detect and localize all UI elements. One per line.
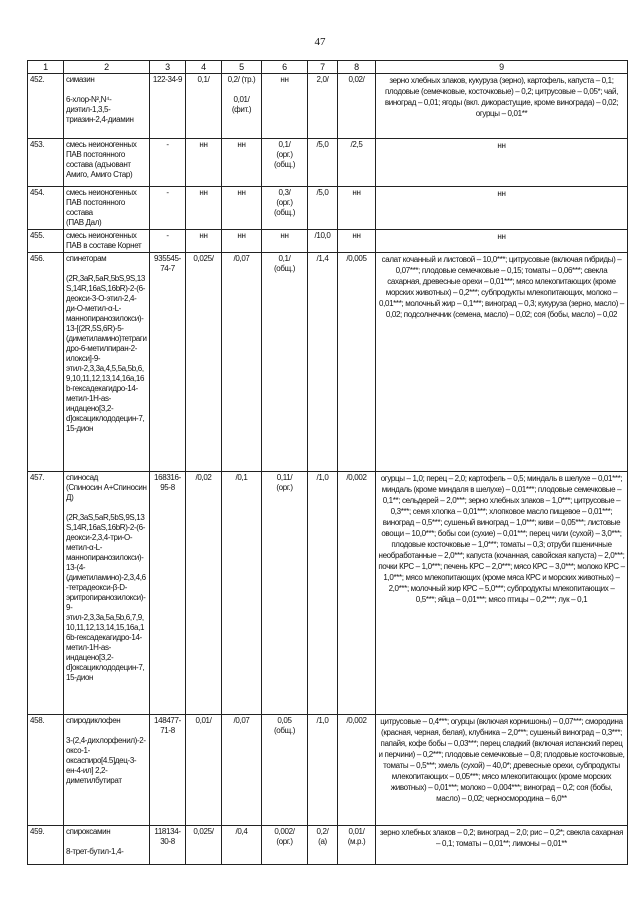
- table-row: [28, 826, 628, 865]
- table-row: [28, 74, 628, 139]
- residue-limits: нн: [376, 139, 628, 187]
- cell-col6: 0,05 (общ.): [262, 715, 308, 826]
- row-number: 452.: [28, 74, 64, 139]
- cell-col4: нн: [186, 187, 222, 230]
- cell-col6: 0,1/ (общ.): [262, 253, 308, 472]
- cell-col5: нн: [222, 230, 262, 253]
- cas-number: 168316-95-8: [150, 472, 186, 715]
- col-header: 9: [376, 61, 628, 74]
- residue-limits: цитрусовые – 0,4***; огурцы (включая корнишоны) – 0,07***; смородина (красная, черная, белая), клубника – 2,0***; сушеный виноград – 0,3***; папайя, кофе бобы – 0,03***; перец сладкий (включая испанский перец и перчини) – 0,2***; плодовые семечковые – 0,8; плодовые косточковые, томаты – 0,5***; хмель (сухой) – 40,0*; древесные орехи, субпродукты млекопитающих – 0,05***; мясо млекопитающих (кроме морских животных) – 0,01***; молоко – 0,004***; виноград – 0,2; соя (бобы, масло) – 0,02; черносмородина – 6,0**: [376, 715, 628, 826]
- col-header: 7: [308, 61, 338, 74]
- cas-number: 935545-74-7: [150, 253, 186, 472]
- cell-col7: /1,4: [308, 253, 338, 472]
- substance-name: спиносад (Спиносин А+Спиносин Д) (2R,3aS,5aR,5bS,9S,13S,14R,16aS,16bR)-2-(6-деокси-2,3,4-три-O-метил-α-L-маннопиранозилокси)-13-(4-(диметиламино)-2,3,4,6-тетрадеокси-β-D-эритропиранозилокси)-9-этил-2,3,3a,5a,5b,6,7,9,10,11,12,13,14,15,16a,16b-гексадекагидро-14-метил-1H-as-индацено[3,2-d]оксациклододецин-7,15-дион: [64, 472, 150, 715]
- cell-col6: 0,1/ (орг.) (общ.): [262, 139, 308, 187]
- table-row: [28, 187, 628, 230]
- cas-number: -: [150, 139, 186, 187]
- col-header: 6: [262, 61, 308, 74]
- cell-col8: /0,002: [338, 472, 376, 715]
- substance-name: спинеторам (2R,3aR,5aR,5bS,9S,13S,14R,16aS,16bR)-2-(6-деокси-3-O-этил-2,4-ди-O-метил-α-L-маннопиранозилокси)-13-[(2R,5S,6R)-5-(диметиламино)тетрагидро-6-метилпиран-2-илокси]-9-этил-2,3,3a,4,5,5a,5b,6,9,10,11,12,13,14,16a,16b-гексадекагидро-14-метил-1H-as-индацено[3,2-d]оксациклододецин-7,15-дион: [64, 253, 150, 472]
- cell-col4: 0,1/: [186, 74, 222, 139]
- cas-number: -: [150, 230, 186, 253]
- cell-col5: нн: [222, 139, 262, 187]
- table-row: [28, 472, 628, 715]
- cas-number: 122-34-9: [150, 74, 186, 139]
- col-header: 3: [150, 61, 186, 74]
- cell-col7: /1,0: [308, 472, 338, 715]
- cell-col6: 0,3/ (орг.) (общ.): [262, 187, 308, 230]
- cell-col7: 0,2/ (а): [308, 826, 338, 865]
- substance-name: симазин 6-хлор-N²,N⁴-диэтил-1,3,5-триазин-2,4-диамин: [64, 74, 150, 139]
- substance-name: смесь неионогенных ПАВ постоянного состава (ПАВ Дал): [64, 187, 150, 230]
- cell-col7: /10,0: [308, 230, 338, 253]
- row-number: 458.: [28, 715, 64, 826]
- cell-col8: 0,02/: [338, 74, 376, 139]
- col-header: 5: [222, 61, 262, 74]
- cell-col5: 0,2/ (тр.) 0,01/ (фит.): [222, 74, 262, 139]
- cell-col7: 2,0/: [308, 74, 338, 139]
- cell-col8: нн: [338, 230, 376, 253]
- residue-limits: зерно хлебных злаков – 0,2; виноград – 2,0; рис – 0,2*; свекла сахарная – 0,1; томаты – 0,01**; лимоны – 0,01**: [376, 826, 628, 865]
- cell-col5: /0,07: [222, 253, 262, 472]
- cell-col6: 0,002/ (орг.): [262, 826, 308, 865]
- cas-number: 148477-71-8: [150, 715, 186, 826]
- cell-col4: 0,01/: [186, 715, 222, 826]
- row-number: 454.: [28, 187, 64, 230]
- regulation-table: [27, 60, 628, 865]
- cell-col7: /1,0: [308, 715, 338, 826]
- col-header: 8: [338, 61, 376, 74]
- table-row: [28, 715, 628, 826]
- cell-col6: 0,11/ (орг.): [262, 472, 308, 715]
- substance-name: спироксамин 8-трет-бутил-1,4-: [64, 826, 150, 865]
- cell-col8: нн: [338, 187, 376, 230]
- cell-col8: /2,5: [338, 139, 376, 187]
- cell-col4: 0,025/: [186, 826, 222, 865]
- cell-col5: /0,1: [222, 472, 262, 715]
- cas-number: -: [150, 187, 186, 230]
- table-row: [28, 253, 628, 472]
- residue-limits: салат кочанный и листовой – 10,0***; цитрусовые (включая гибриды) – 0,07***; плодовые семечковые – 0,15; томаты – 0,06***; свекла сахарная, древесные орехи – 0,01***; мясо млекопитающих (кроме морских животных) – 0,2***; субпродукты млекопитающих, молоко – 0,01***; молочный жир – 0,1***; виноград – 0,3; кукуруза (зерно, масло) – 0,02; подсолнечник (семена, масло) – 0,02; соя (бобы, масло) – 0,02: [376, 253, 628, 472]
- residue-limits: зерно хлебных злаков, кукуруза (зерно), картофель, капуста – 0,1; плодовые (семечковые, косточковые) – 0,2; цитрусовые – 0,05*; чай, виноград – 0,01; ягоды (вкл. дикорастущие, кроме винограда) – 0,02; огурцы – 0,01**: [376, 74, 628, 139]
- page-number: 47: [314, 36, 326, 48]
- cell-col8: /0,002: [338, 715, 376, 826]
- table-row: [28, 139, 628, 187]
- row-number: 456.: [28, 253, 64, 472]
- cell-col4: 0,025/: [186, 253, 222, 472]
- substance-name: спиродиклофен 3-(2,4-дихлорфенил)-2-оксо-1-оксаспиро[4.5]дец-3-ен-4-ил] 2,2-диметилбутират: [64, 715, 150, 826]
- col-header: 4: [186, 61, 222, 74]
- substance-name: смесь неионогенных ПАВ постоянного состава (адъювант Амиго, Амиго Стар): [64, 139, 150, 187]
- header-row: [28, 61, 628, 74]
- cell-col8: 0,01/ (м.р.): [338, 826, 376, 865]
- cell-col6: нн: [262, 74, 308, 139]
- row-number: 459.: [28, 826, 64, 865]
- residue-limits: нн: [376, 187, 628, 230]
- row-number: 453.: [28, 139, 64, 187]
- cell-col4: /0,02: [186, 472, 222, 715]
- table-row: [28, 230, 628, 253]
- residue-limits: нн: [376, 230, 628, 253]
- col-header: 1: [28, 61, 64, 74]
- col-header: 2: [64, 61, 150, 74]
- cell-col7: /5,0: [308, 187, 338, 230]
- cell-col5: нн: [222, 187, 262, 230]
- cell-col5: /0,07: [222, 715, 262, 826]
- cas-number: 118134-30-8: [150, 826, 186, 865]
- cell-col4: нн: [186, 230, 222, 253]
- substance-name: смесь неионогенных ПАВ в составе Корнет: [64, 230, 150, 253]
- row-number: 455.: [28, 230, 64, 253]
- cell-col7: /5,0: [308, 139, 338, 187]
- cell-col6: нн: [262, 230, 308, 253]
- cell-col8: /0,005: [338, 253, 376, 472]
- residue-limits: огурцы – 1,0; перец – 2,0; картофель – 0,5; миндаль в шелухе – 0,01***; миндаль (кроме миндаля в шелухе) – 0,01***; плодовые семечковые – 0,1**; сельдерей – 2,0***; зерно хлебных злаков – 1,0***; цитрусовые – 0,3***; семя хлопка – 0,01***; хлопковое масло пищевое – 0,01***; виноград – 0,5***; сушеный виноград – 1,0***; киви – 0,05***; листовые овощи – 10,0***; бобы сои (сухие) – 0,01***; перец чили (сухой) – 3,0***; плодовые косточковые – 1,0***; томаты – 0,3; отруби пшеничные необработанные – 2,0***; капуста (кочанная, савойская капуста) – 2,0***; почки КРС – 1,0***; печень КРС – 2,0***; мясо КРС – 3,0***; молоко КРС – 1,0***; мясо млекопитающих (кроме мяса КРС и морских животных) – 2,0***; молочный жир КРС – 5,0***; субпродукты млекопитающих – 0,5***; яйца – 0,01***; мясо птицы – 0,2***; лук – 0,1: [376, 472, 628, 715]
- cell-col5: /0,4: [222, 826, 262, 865]
- row-number: 457.: [28, 472, 64, 715]
- cell-col4: нн: [186, 139, 222, 187]
